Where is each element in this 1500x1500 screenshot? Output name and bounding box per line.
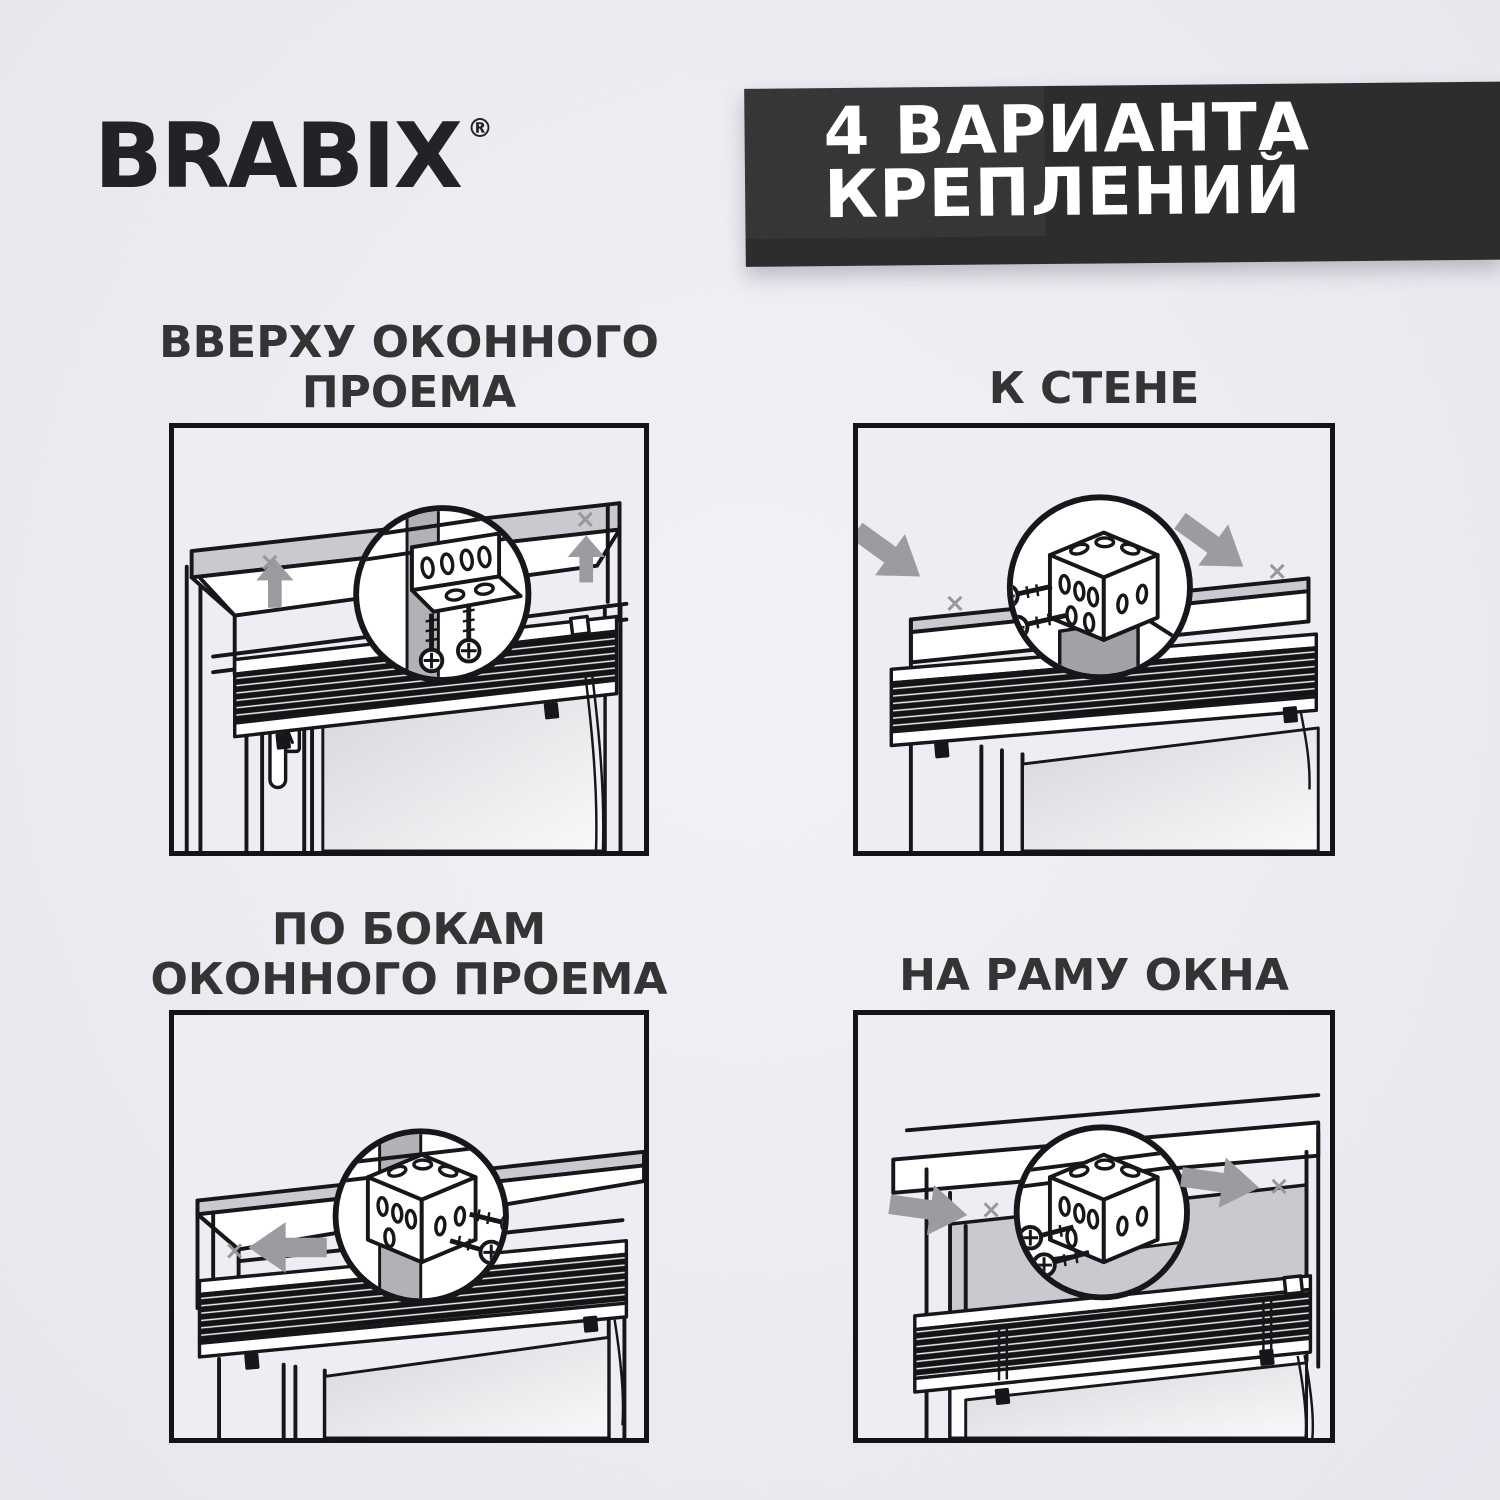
title-line: ПРОЕМА (301, 367, 517, 418)
panel-top-of-window-opening (169, 423, 649, 856)
illustration-side-mount (174, 1015, 644, 1438)
panel-sides-of-window-opening (169, 1010, 649, 1443)
title-line: НА РАМУ ОКНА (899, 950, 1289, 1001)
panel-title-top-opening (149, 318, 669, 418)
x-mark-label: × (980, 1194, 1002, 1225)
cord-lock (1284, 1276, 1302, 1294)
magnifier-detail (356, 508, 528, 680)
brand-logo (94, 104, 494, 209)
panel-title-to-wall (853, 364, 1335, 414)
control-cord (615, 1320, 623, 1426)
x-mark-label: × (1266, 555, 1288, 586)
title-line: ОКОННОГО ПРОЕМА (150, 954, 668, 1005)
x-mark-label: × (259, 546, 281, 577)
title-line: ВВЕРХУ ОКОННОГО (159, 317, 659, 368)
x-mark-label: × (944, 587, 966, 618)
x-mark-label: × (1268, 1170, 1290, 1201)
header-banner (744, 82, 1500, 267)
illustration-wall-mount (858, 428, 1330, 851)
panel-title-window-frame (853, 951, 1335, 1001)
panel-title-sides-opening (149, 905, 669, 1005)
banner-line-2: КРЕПЛЕНИЙ (823, 151, 1302, 234)
x-mark-label: × (224, 1235, 246, 1266)
illustration-frame-mount (858, 1015, 1330, 1438)
banner-line-1: 4 ВАРИАНТА (823, 88, 1311, 171)
mounting-bracket (1050, 1155, 1158, 1262)
x-mark-label: × (574, 503, 596, 534)
banner-title (823, 88, 1311, 234)
brand-name: BRABIX (94, 104, 462, 209)
diagonal-arrow-icon (858, 510, 935, 597)
illustration-top-mount (174, 428, 644, 851)
title-line: К СТЕНЕ (988, 363, 1200, 414)
panel-on-window-frame (853, 1010, 1335, 1443)
mounting-bracket (1050, 533, 1158, 640)
magnifier-detail (1017, 1127, 1187, 1300)
cord-lock (571, 617, 590, 636)
registered-mark: ® (467, 114, 494, 144)
panel-to-wall (853, 423, 1335, 856)
title-line: ПО БОКАМ (271, 904, 547, 955)
